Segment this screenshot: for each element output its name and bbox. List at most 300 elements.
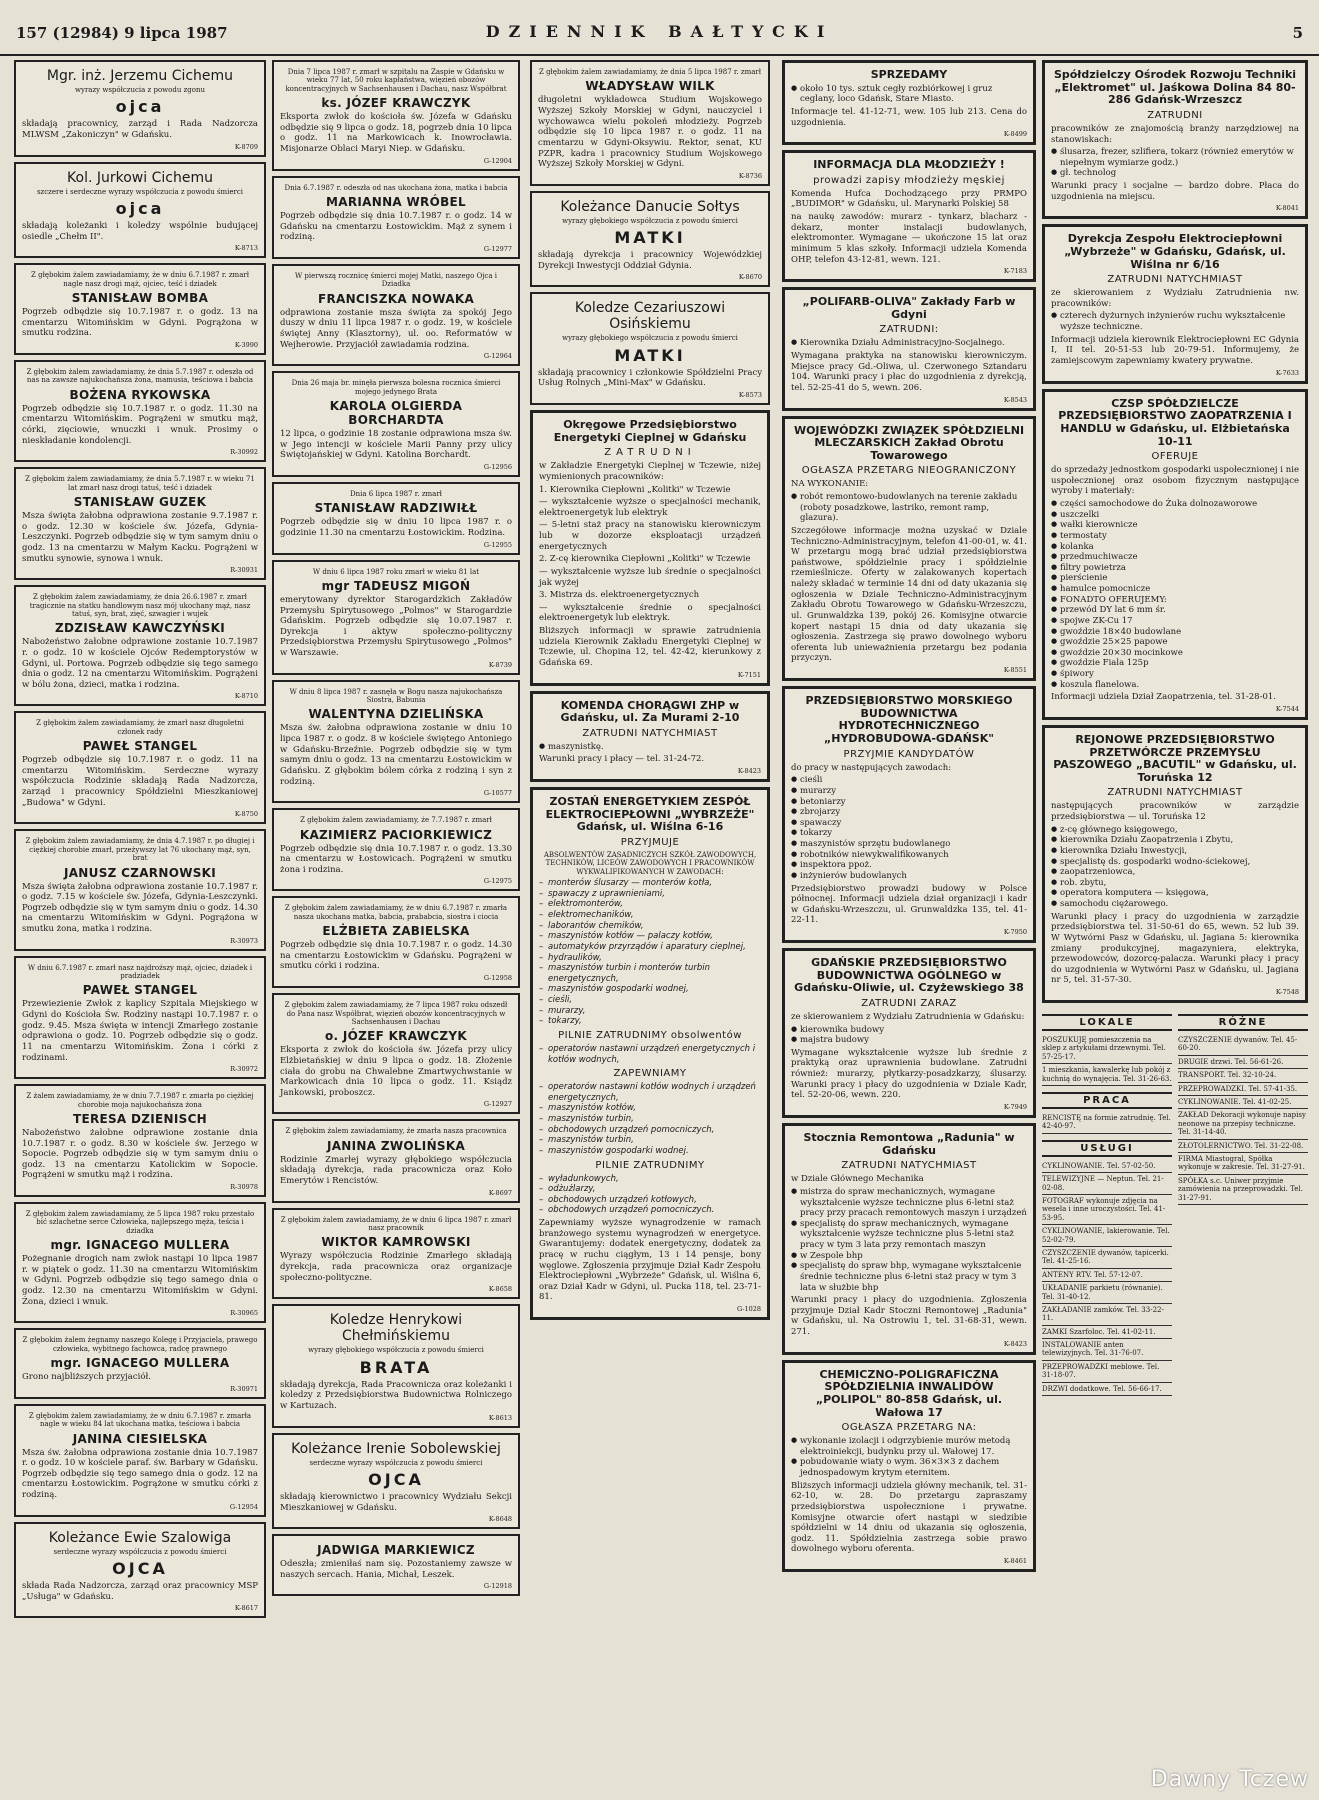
notice-box — [272, 1534, 520, 1596]
ad-item: – murarzy, — [539, 1006, 761, 1017]
notice-text: Nabożeństwo żałobne odprawione zostanie dnia 10.7.1987 r. o godz. 8.30 w kościele św. Jerzego w Sopocie. Pogrzeb odbędzie się w tym samym dniu o godz. 13 na cmentarzu Katolickim w Sopocie. Pogrążeni w smutku mąż i rodzina. — [22, 1127, 258, 1181]
notice-box — [14, 1202, 266, 1323]
ad-item: ● tokarzy — [791, 828, 1027, 839]
ad-body: Przedsiębiorstwo prowadzi budowy w Polsce północnej. Informacji udziela dział organizacji i kadr w Gdańsku-Wrzeszczu, ul. Grunwaldzka 135, tel. 41-22-11. — [791, 883, 1027, 926]
ad-code: K-8461 — [1003, 1557, 1027, 1566]
ad-action: OGŁASZA PRZETARG NIEOGRANICZONY — [801, 465, 1017, 477]
notice-code: G-12964 — [483, 352, 512, 361]
ad-items — [1051, 499, 1299, 690]
ad-action: prowadzi zapisy młodzieży męskiej — [813, 174, 1005, 186]
notice-box — [272, 264, 520, 366]
ad-item: ● w Zespole bhp — [791, 1251, 1027, 1262]
notice-heading: Koleżance Irenie Sobolewskiej — [291, 1440, 501, 1457]
notice-lead: W dniu 6 lipca 1987 roku zmarł w wieku 81 lat — [312, 567, 480, 576]
notice-name: FRANCISZKA NOWAKA — [317, 291, 475, 306]
notice-text: Wyrazy współczucia Rodzinie Zmarłego składają dyrekcja, rada pracownicza oraz organizacje społeczno-polityczne. — [280, 1251, 512, 1283]
ad-action: ZATRUDNI NATYCHMIAST — [1107, 274, 1243, 286]
ad-box — [782, 287, 1036, 410]
ad-intro: ze skierowaniem z Wydziału Zatrudnienia w Gdańsku: — [791, 1011, 1025, 1022]
notice-name: STANISŁAW RADZIWIŁŁ — [314, 501, 478, 516]
notice-code: G-12975 — [483, 877, 512, 886]
notice-code: K-8670 — [738, 273, 762, 282]
ad-title: Okręgowe Przedsiębiorstwo Energetyki Cieplnej w Gdańsku — [553, 418, 747, 444]
notice-code: R-30978 — [230, 1183, 258, 1192]
ad-item: – operatorów nastawni kotłów wodnych i urządzeń energetycznych, — [539, 1082, 761, 1103]
ad-item: ● specjalistę do spraw mechanicznych, wymagane wykształcenie wyższe techniczne plus 5-letni staż pracy w tym 3 lata przy remontach maszyn — [791, 1219, 1027, 1251]
classified-list — [1042, 1034, 1172, 1086]
ad-item: ● murarzy — [791, 786, 1027, 797]
classified-list — [1042, 1112, 1172, 1134]
notice-code: R-30931 — [230, 566, 258, 575]
notice-heading: Koledze Cezariuszowi Osińskiemu — [574, 300, 726, 333]
ad-item: – obchodowych urządzeń kotłowych, — [539, 1195, 761, 1206]
ad-item: – obchodowych urządzeń pomocniczych, — [539, 1125, 761, 1136]
classified-ad: ZAKŁADANIE zamków. Tel. 33-22-11. — [1042, 1304, 1172, 1326]
notice-code: G-10577 — [483, 789, 512, 798]
notice-text: składają koleżanki i koledzy wspólnie budującej osiedle „Chełm II". — [22, 221, 258, 242]
notice-lead: Z głębokim żalem zawiadamiamy, że dnia 5 lipca 1987 r. zmarł — [538, 68, 762, 76]
notice-code: G-12977 — [483, 244, 512, 253]
ad-item: – monterów ślusarzy — monterów kotła, — [539, 878, 761, 889]
column-ads-1 — [782, 60, 1036, 1760]
notice-relation: MATKI — [614, 345, 686, 365]
ad-item: ● pobudowanie wiaty o wym. 36×3×3 z dachem jednospadowym krytym eternitem. — [791, 1457, 1027, 1478]
ad-item: ● inżynierów budowlanych — [791, 871, 1027, 882]
notice-box — [272, 176, 520, 259]
notice-heading: Koleżance Ewie Szalowiga — [48, 1529, 232, 1546]
notice-name: WALENTYNA DZIELIŃSKA — [308, 707, 484, 722]
notice-text: Msza święta żałobna odprawiona zostanie 10.7.1987 r. o godz. 7.15 w kościele św. Józefa, Gdynia-Leszczynki. Pogrzeb odbędzie się w tym samym dniu o godz. 14.30 na cmentarzu Witomińskim w Gdyni. Pogrążona w smutku żona, matka i rodzina. — [22, 881, 258, 934]
notice-box — [272, 1208, 520, 1300]
classified-ad: ANTENY RTV. Tel. 57-12-07. — [1042, 1269, 1172, 1282]
ad-items — [1051, 311, 1299, 332]
ad-code: K-8551 — [1003, 666, 1027, 675]
notice-heading: Koleżance Danucie Sołtys — [560, 198, 740, 215]
ad-item: ● hamulce pomocnicze — [1051, 584, 1299, 595]
notice-text: Przewiezienie Zwłok z kaplicy Szpitala Miejskiego w Gdyni do Kościoła Św. Rodziny nastąpi 10.7.1987 r. o godz. 9.45. Msza święta w intencji Zmarłego zostanie odprawiona o godz. 10. Pogrzeb odbędzie się o godz. 11 na cmentarzu Witomińskim. Żona i córki z rodzinami. — [22, 999, 258, 1063]
ad-title: Spółdzielczy Ośrodek Rozwoju Techniki „Elektromet" ul. Jaśkowa Dolina 84 80-286 Gdańsk-Wrzeszcz — [1053, 68, 1297, 107]
ad-item: ● robót remontowo-budowlanych na terenie zakładu (roboty posadzkowe, lastriko, remont ramp, glazura). — [791, 492, 1027, 524]
notice-box — [272, 896, 520, 988]
notice-text: składają pracownicy i członkowie Spółdzielni Pracy Usług Rolnych „Mini-Max" w Gdańsku. — [538, 367, 762, 389]
ad-item: ● specjalistę do spraw bhp, wymagane wykształcenie średnie techniczne plus 6-letni staż pracy w tym 3 lata w służbie bhp — [791, 1261, 1027, 1293]
classified-ad: PRZEPROWADZKI meblowe. Tel. 31-18-07. — [1042, 1361, 1172, 1383]
ad-action: ZATRUDNI NATYCHMIAST — [841, 1160, 977, 1172]
notice-box — [14, 711, 266, 824]
notice-lead: Z głębokim żalem zawiadamiamy, że 7 lipca 1987 roku odszedł do Pana nasz Współbrat, więzień obozów koncentracyjnych w Sachsenhausen i Dachau — [284, 1001, 508, 1026]
notice-lead: szczere i serdeczne wyrazy współczucia z powodu śmierci — [36, 187, 244, 196]
ad-box — [782, 416, 1036, 682]
ad-item: ● FONADTO OFERUJEMY: — [1051, 595, 1299, 606]
ad-title: ZOSTAŃ ENERGETYKIEM ZESPÓŁ ELEKTROCIEPŁOWNI „WYBRZEŻE" Gdańsk, ul. Wiślna 6-16 — [545, 795, 755, 834]
watermark: Dawny Tczew — [1150, 1767, 1309, 1792]
notice-lead: Dnia 6 lipca 1987 r. zmarł — [350, 489, 442, 498]
notice-text: Nabożeństwo żałobne odprawione zostanie 10.7.1987 r. o godz. 10 w kościele Ojców Redemptorystów w Gdyni, ul. Portowa. Pogrzeb odbędzie się tego samego dnia o godz. 12 na cmentarzu Witomińskim. Pogrążeni w bólu żona, dzieci, matka i rodzina. — [22, 637, 258, 690]
ad-item: ● wykonanie izolacji i odgrzybienie murów metodą elektroiniekcji, budynku przy ul. Wałowej 17. — [791, 1436, 1027, 1457]
ad-title: REJONOWE PRZEDSIĘBIORSTWO PRZETWÓRCZE PRZEMYSŁU PASZOWEGO „BACUTIL" w Gdańsku, ul. Toruńska 12 — [1053, 732, 1297, 784]
notice-lead: wyrazy głębokiego współczucia z powodu śmierci — [562, 334, 738, 343]
notice-name: KAZIMIERZ PACIORKIEWICZ — [299, 827, 493, 842]
classified-ad: INSTALOWANIE anten telewizyjnych. Tel. 31-76-07. — [1042, 1339, 1172, 1361]
ad-item: ● około 10 tys. sztuk cegły rozbiórkowej i gruz ceglany, loco Gdańsk, Stare Miasto. — [791, 84, 1027, 105]
notice-box — [272, 560, 520, 675]
notice-lead: serdeczne wyrazy współczucia z powodu śmierci — [309, 1458, 483, 1467]
classified-list — [1042, 1160, 1172, 1396]
ad-item: ● zaopatrzeniowca, — [1051, 867, 1299, 878]
ad-item: – maszynistów turbin i monterów turbin energetycznych, — [539, 963, 761, 984]
notice-text: składają pracownicy, zarząd i Rada Nadzorcza MLWSM „Zakoniczyn" w Gdańsku. — [22, 119, 258, 141]
notice-name: ELŻBIETA ZABIELSKA — [322, 924, 470, 939]
ad-title: SPRZEDAMY — [870, 68, 948, 81]
classifieds — [1042, 1008, 1308, 1396]
notice-relation: BRATA — [359, 1357, 433, 1377]
ad-box — [782, 150, 1036, 282]
ad-code: K-8041 — [1275, 204, 1299, 213]
ad-contact: Informacje tel. 41-12-71, wew. 105 lub 213. Cena do uzgodnienia. — [791, 106, 1027, 128]
notice-lead: Z żalem zawiadamiamy, że w dniu 7.7.1987 r. zmarła po ciężkiej chorobie moja najukochańsza żona — [26, 1092, 254, 1109]
notice-name: STANISŁAW GUZEK — [73, 495, 207, 509]
ad-body: Warunki pracy i płacy do uzgodnienia. Zgłoszenia przyjmuje Dział Kadr Stoczni Remontowej „Radunia" w Gdańsku, ul. Na Ostrowiu 1, tel. 31-68-31, wewn. 271. — [791, 1295, 1027, 1337]
notice-heading: Kol. Jurkowi Cichemu — [67, 169, 213, 186]
notice-relation: OJCA — [368, 1469, 424, 1489]
ad-body: Szczegółowe informacje można uzyskać w Dziale Techniczno-Administracyjnym, telefon 41-00-01, w. 41. W przetargu mogą brać udział przedsiębiorstwa państwowe, spółdzielnie pracy i spółdzielnie rzemieślnicze. Oferty w zalakowanych kopertach należy składać w terminie 14 dni od daty ukazania się ogłoszenia w Dziale Techniczno-Administracyjnym Zakładu Obrotu Towarowego w Gdańsku-Wrzeszczu, ul. Grunwaldzka 139, pokój 26. Komisyjne otwarcie kopert nastąpi 15 dnia od daty ukazania się ogłoszenia. Zastrzega się prawo dowolnego wyboru oferenta lub unieważnienia przetargu bez podania przyczyn. — [791, 525, 1027, 664]
ad-intro: w Zakładzie Energetyki Cieplnej w Tczewie, niżej wymienionych pracowników: — [539, 461, 761, 482]
column-obituaries-1 — [14, 60, 266, 1760]
ad-items — [791, 84, 1027, 105]
ad-items — [791, 338, 1027, 349]
notice-code: R-30972 — [230, 1065, 258, 1074]
ad-action: ZATRUDNI NATYCHMIAST — [582, 727, 718, 739]
notice-lead: Z głębokim żalem zawiadamiamy, że w dniu 6.7.1987 r. zmarł nagle nasz drogi mąż, ojciec, teść i dziadek — [31, 271, 249, 288]
notice-name: mgr. IGNACEGO MULLERA — [50, 1238, 230, 1253]
ad-box — [1042, 60, 1308, 219]
ad-action: ZATRUDNI ZARAZ — [861, 997, 957, 1009]
ad-item: ● czterech dyżurnych inżynierów ruchu wykształcenie wyższe techniczne. — [1051, 311, 1299, 332]
ad-item: ● kierownika Działu Inwestycji, — [1051, 846, 1299, 857]
classified-ad: POSZUKUJĘ pomieszczenia na sklep z artykułami drzewnymi. Tel. 57-25-17. — [1042, 1034, 1172, 1064]
notice-text: składają kierownictwo i pracownicy Wydziału Sekcji Mieszkaniowej w Gdańsku. — [280, 1491, 512, 1513]
ad-zhp — [530, 691, 770, 783]
ad-code: K-8423 — [737, 767, 761, 776]
classified-ad: CZYSZCZENIE dywanów, tapicerki. Tel. 41-25-16. — [1042, 1247, 1172, 1269]
ad-items — [1051, 825, 1299, 910]
ad-box — [1042, 224, 1308, 383]
ad-action: OFERUJE — [1151, 451, 1199, 463]
ad-intro: następujących pracowników w zarządzie przedsiębiorstwa — ul. Toruńska 12 — [1051, 801, 1299, 823]
notice-box — [14, 360, 266, 462]
ad-items — [791, 1025, 1027, 1046]
notice-lead: Z głębokim żalem zawiadamiamy, że w dniu 6 lipca 1987 r. zmarł nasz pracownik — [280, 1215, 512, 1233]
notice-box — [530, 60, 770, 186]
notice-relation: ojca — [115, 97, 165, 117]
ad-item: – maszynistów kotłów — palaczy kotłów, — [539, 931, 761, 942]
notice-text: Pogrzeb odbędzie się 10.7.1987 r. o godz. 11.30 na cmentarzu Witomińskim. Pogrążeni w smutku mąż, córki, zięciowie, wnuczki i wnuk. Prosimy o nieskładanie kondolencji. — [22, 403, 258, 446]
ad-item: ● koszula flanelowa. — [1051, 680, 1299, 691]
notice-text: emerytowany dyrektor Starogardzkich Zakładów Przemysłu Spirytusowego „Polmos" w Starogardzie Gdańskim. Pogrzeb odbędzie się 10.07.1987 r. Dyrekcja i aktyw społeczno-polityczny Przedsiębiorstwa Przemysłu Spirytusowego „Polmos" w Warszawie. — [280, 594, 512, 659]
ad-intro: NA WYKONANIE: — [791, 479, 869, 490]
ad-intro: ABSOLWENTÓW ZASADNICZYCH SZKÓŁ ZAWODOWYCH, TECHNIKÓW, LICEÓW ZAWODOWYCH I PRACOWNIKÓW WYKWALIFIKOWANYCH W ZAWODACH: — [543, 851, 757, 876]
classified-ad: TELEWIZYJNE — Neptun. Tel. 21-02-08. — [1042, 1173, 1172, 1195]
notice-box — [272, 1433, 520, 1530]
notice-lead: W dniu 6.7.1987 r. zmarł nasz najdroższy mąż, ojciec, dziadek i pradziadek — [27, 963, 253, 981]
ad-item: – maszynistów gospodarki wodnej. — [539, 1146, 761, 1157]
notice-text: Pogrzeb odbędzie się dnia 10.7.1987 r. o godz. 14 w Gdańsku na cmentarzu Łostowickim. Mąż z synem i rodziną. — [280, 211, 512, 243]
ad-item: – elektromechaników, — [539, 910, 761, 921]
notice-name: mgr. IGNACEGO MULLERA — [50, 1356, 230, 1371]
ad-items — [539, 1082, 761, 1156]
ad-box — [1042, 725, 1308, 1003]
classified-ad: CYKLINOWANIE. Tel. 57-02-50. — [1042, 1160, 1172, 1173]
notice-name: ZDZISŁAW KAWCZYŃSKI — [55, 621, 225, 636]
ad-code: K-7544 — [1275, 704, 1299, 713]
ad-items — [539, 878, 761, 1027]
ad-title: INFORMACJA DLA MŁODZIEŻY ! — [813, 158, 1005, 172]
ad-code: G-1028 — [736, 1305, 761, 1314]
notice-code: K-8573 — [738, 391, 762, 400]
notice-name: MARIANNA WRÓBEL — [326, 195, 466, 210]
ad-intro: pracowników ze znajomością branży narzędziowej na stanowiskach: — [1051, 123, 1299, 145]
ad-action: ZATRUDNI — [604, 447, 696, 459]
ad-box — [782, 1360, 1036, 1572]
ad-intro: ze skierowaniem z Wydziału Zatrudnienia nw. pracowników: — [1051, 288, 1299, 309]
ad-body: Informacji udziela kierownik Elektrociepłowni EC Gdynia I, II tel. 20-51-53 lub 20-79-51. Informujemy, że zamiejscowym zapewniamy kwatery prywatne. — [1051, 334, 1299, 366]
ad-body: Wymagane wykształcenie wyższe lub średnie z praktyką oraz uprawnienia budowlane. Zatrudni również: murarzy, płytkarzy-posadzkarzy, ślusarzy. Warunki pracy i płacy do uzgodnienia w Dziale Kadr, tel. 52-20-06, wewn. 220. — [791, 1047, 1027, 1101]
notice-text: Pogrzeb odbędzie się 10.7.1987 r. o godz. 11 na cmentarzu Witomińskim. Serdeczne wyrazy współczucia Rodzinie składają Rada Nadzorcza, zarząd i pracownicy Spółdzielni Mieszkaniowej „Budowa" w Gdyni. — [22, 755, 258, 808]
ad-item: ● kierownika budowy — [791, 1025, 1027, 1036]
notice-code: K-8617 — [234, 1604, 258, 1613]
ad-code: K-7633 — [1275, 368, 1299, 377]
ad-item: ● uszczelki — [1051, 510, 1299, 521]
notice-code: K-8648 — [488, 1515, 512, 1524]
notice-text: Pożegnanie drogich nam zwłok nastąpi 10 lipca 1987 r. w piątek o godz. 11.30 na cmentarzu Witomińskim w Gdyni. Pogrzeb odbędzie się tego samego dnia o godz. 12.30 na cmentarzu Witomińskim w Gdyni. Żona, dzieci i wnuk. — [22, 1254, 258, 1307]
classified-heading-praca: PRACA — [1042, 1092, 1172, 1109]
notice-text: Rodzinie Zmarłej wyrazy głębokiego współczucia składają dyrekcja, rada pracownicza oraz Koło Emerytów i Rencistów. — [280, 1154, 512, 1187]
notice-box — [14, 956, 266, 1080]
notice-text: Odeszła; zmieniłaś nam się. Pozostaniemy zawsze w naszych sercach. Hania, Michał, Leszek. — [280, 1559, 512, 1580]
ad-item: 1. Kierownika Ciepłowni „Kolitki" w Tczewie — [539, 484, 731, 495]
notice-lead: serdeczne wyrazy współczucia z powodu śmierci — [53, 1547, 227, 1556]
ad-intro: do sprzedaży jednostkom gospodarki uspołecznionej i nie uspołecznionej oraz osobom fizycznym następujące wyroby i materiały: — [1051, 465, 1299, 497]
notice-name: o. JÓZEF KRAWCZYK — [324, 1029, 468, 1044]
notice-box — [272, 371, 520, 477]
classified-ad: FIRMA Miastogral, Spółka wykonuje w zakresie. Tel. 31-27-91. — [1178, 1153, 1308, 1175]
notice-lead: Z głębokim żalem zawiadamiamy, że zmarła nasza pracownica — [285, 1127, 507, 1136]
classified-ad: SPÓŁKA s.c. Uniwer przyjmie zamówienia na przeprowadzki. Tel. 31-27-91. — [1178, 1175, 1308, 1205]
classified-ad: CYKLINOWANIE. Tel. 41-02-25. — [1178, 1096, 1308, 1109]
notice-box — [14, 162, 266, 259]
ad-item: ● majstra budowy — [791, 1035, 1027, 1046]
notice-lead: wyrazy współczucia z powodu zgonu — [75, 86, 205, 94]
notice-code: R-30965 — [230, 1309, 258, 1318]
classified-heading-uslugi: USŁUGI — [1042, 1140, 1172, 1157]
column-obituaries-2 — [272, 60, 520, 1760]
ad-item: ● gwoździe 25×25 papowe — [1051, 637, 1299, 648]
notice-code: K-8713 — [234, 244, 258, 253]
notice-name: mgr TADEUSZ MIGOŃ — [321, 578, 471, 593]
ad-body: Bliższych informacji udziela główny mechanik, tel. 31-62-10, w. 28. Do przetargu zapraszamy przedsiębiorstwa uspołecznione i prywatne. Komisyjne otwarcie ofert nastąpi w siedzibie spółdzielni w 14 dniu od ukazania się ogłoszenia, godz. 11. Spółdzielnia zastrzega sobie prawo dowolnego wyboru oferenta. — [791, 1480, 1027, 1555]
ad-code: K-7548 — [1275, 988, 1299, 997]
ad-item: ● pierścienie — [1051, 573, 1299, 584]
notice-name: WŁADYSŁAW WILK — [585, 79, 715, 94]
ad-item: ● betoniarzy — [791, 797, 1027, 808]
notice-heading: Mgr. inż. Jerzemu Cichemu — [46, 68, 234, 84]
column-ads-2 — [1042, 60, 1308, 1760]
notice-box — [14, 60, 266, 157]
notice-lead: Z głębokim żalem zawiadamiamy, że dnia 5.7.1987 r. w wieku 71 lat zmarł nasz drogi tatuś, teść i dziadek — [25, 475, 255, 492]
notice-name: WIKTOR KAMROWSKI — [321, 1235, 471, 1250]
classified-ad: 1 mieszkania, kawalerkę lub pokój z kuchnią do wynajęcia. Tel. 31-26-63. — [1042, 1064, 1172, 1086]
notice-text: Eksporta zwłok do kościoła św. Józefa w Gdańsku odbędzie się 9 lipca o godz. 18, pogrzeb dnia 10 lipca o godz. 11 na Markowicach k. Inowrocławia. Misjonarze Oblaci Maryi Niep. w Gdańsku. — [280, 112, 512, 155]
classified-ad: FOTOGRAF wykonuje zdjęcia na wesela i inne uroczystości. Tel. 41-53-95. — [1042, 1195, 1172, 1225]
classifieds-left — [1042, 1008, 1172, 1396]
ad-item: – tokarzy, — [539, 1016, 761, 1027]
notice-box — [14, 263, 266, 355]
notice-code: G-12958 — [483, 974, 512, 983]
notice-lead: Z głębokim żalem zawiadamiamy, że 5 lipca 1987 roku przestało bić szlachetne serce Człowieka, najlepszego męża, teścia i dziadka — [25, 1210, 255, 1235]
classified-ad: DRZWI dodatkowe. Tel. 56-66-17. — [1042, 1383, 1172, 1396]
ad-action: ZATRUDNI: — [879, 324, 939, 336]
notice-text: Pogrzeb odbędzie się w dniu 10 lipca 1987 r. o godzinie 11.30 na cmentarzu Łostowickim. Rodzina. — [280, 517, 512, 538]
notice-code: K-3990 — [234, 340, 258, 349]
notice-relation: MATKI — [614, 228, 686, 248]
notice-lead: Z głębokim żalem zawiadamiamy, że dnia 5.7.1987 r. odeszła od nas na zawsze najukochańsza żona, mamusia, teściowa i babcia — [26, 367, 254, 385]
classified-ad: PRZEPROWADZKI. Tel. 57-41-35. — [1178, 1083, 1308, 1096]
classified-ad: CYKLINOWANIE, lakierowanie. Tel. 52-02-79. — [1042, 1225, 1172, 1247]
notice-name: JANINA ZWOLIŃSKA — [326, 1138, 466, 1153]
notice-lead: Z głębokim żalem zawiadamiamy, że dnia 26.6.1987 r. zmarł tragicznie na statku handlowym nasz mój ukochany mąż, nasz tatuś, syn, brat, zięć, szwagier i wujek — [29, 593, 251, 618]
notice-box — [272, 808, 520, 891]
ad-box — [782, 1123, 1036, 1355]
notice-box — [14, 585, 266, 706]
notice-name: JANINA CIESIELSKA — [72, 1431, 208, 1446]
ad-item: ● maszynistkę. — [539, 742, 761, 753]
page-number: 5 — [1292, 24, 1303, 42]
ad-code: K-7183 — [1003, 267, 1027, 276]
ad-body: Warunki pracy i socjalne — bardzo dobre. Płaca do uzgodnienia na miejscu. — [1051, 181, 1299, 202]
notice-code: G-12954 — [229, 1502, 258, 1511]
notice-name: STANISŁAW BOMBA — [71, 291, 209, 306]
ad-action: PRZYJMIE KANDYDATÓW — [843, 748, 975, 760]
ad-item: ● ślusarza, frezer, szlifiera, tokarz (również emerytów w niepełnym wymiarze godz.) — [1051, 147, 1299, 168]
ad-action: ZATRUDNI — [1147, 109, 1203, 121]
notice-code: K-8739 — [488, 660, 512, 669]
notice-name: PAWEŁ STANGEL — [82, 739, 198, 754]
notice-text: Pogrzeb odbędzie się 10.7.1987 r. o godz. 13 na cmentarzu Witomińskim w Gdyni. Pogrążona w smutku rodzina. — [22, 307, 258, 339]
ad-item: ● kolanka — [1051, 542, 1299, 553]
ad-code: K-8543 — [1003, 395, 1027, 404]
notice-code: K-8658 — [488, 1285, 512, 1294]
notice-box — [272, 482, 520, 555]
notice-name: JANUSZ CZARNOWSKI — [63, 865, 217, 880]
ad-body: Wymagana praktyka na stanowisku kierowniczym. Miejsce pracy Gd.-Oliwa, ul. Czerwonego Sztandaru 104. Warunki pracy i płac do uzgodnienia z dyrekcją, tel. 52-25-41 do 5, wewn. 206. — [791, 351, 1027, 393]
ad-item: ● gwoździe 18×40 budowlane — [1051, 627, 1299, 638]
ad-item: — wykształcenie wyższe o specjalności mechanik, elektroenergetyk lub elektryk — [539, 497, 761, 518]
ad-item: – obchodowych urządzeń pomocniczych. — [539, 1205, 761, 1216]
classified-heading-rozne: RÓŻNE — [1178, 1014, 1308, 1031]
notice-lead: Z głębokim żalem żegnamy naszego Kolegę i Przyjaciela, prawego człowieka, wybitnego fachowca, radcę prawnego — [22, 1336, 258, 1353]
notice-code: K-8697 — [488, 1188, 512, 1197]
ad-contact: Bliższych informacji w sprawie zatrudnienia udziela Kierownik Zakładu Energetyki Cieplnej w Tczewie, ul. Chopina 12, tel. 42-42, kierunkowy z Gdańska 69. — [539, 626, 761, 668]
ad-code: K-8499 — [1003, 130, 1027, 139]
ad-item: – operatorów nastawni urządzeń energetycznych i kotłów wodnych, — [539, 1044, 761, 1065]
notice-text: Pogrzeb odbędzie się dnia 10.7.1987 r. o godz. 13.30 na cmentarzu w Łostowicach. Pogrążeni w smutku żona i rodzina. — [280, 843, 512, 875]
notice-box — [14, 829, 266, 950]
ad-item: ● samochodu ciężarowego. — [1051, 899, 1299, 910]
notice-name: JADWIGA MARKIEWICZ — [317, 1543, 475, 1558]
classified-list — [1178, 1034, 1308, 1205]
ad-item: ● specjalistę ds. gospodarki wodno-ściekowej, — [1051, 857, 1299, 868]
ad-item: 3. Mistrza ds. elektroenergetycznych — [539, 590, 700, 601]
column-mixed — [530, 60, 770, 1760]
ad-title: „POLIFARB-OLIVA" Zakłady Farb w Gdyni — [802, 295, 1016, 321]
ad-item: ● filtry powietrza — [1051, 563, 1299, 574]
ad-item: ● spawaczy — [791, 818, 1027, 829]
notice-text: odprawiona zostanie msza święta za spokój Jego duszy w dniu 11 lipca 1987 r. o godz. 19, w kościele świętej Anny (Klasztorny), ul. oo. Reformatów w Wejherowie. Przyjaciół zawiadamia rodzina. — [280, 307, 512, 350]
notice-text: długoletni wykładowca Studium Wojskowego Wyższej Szkoły Morskiej w Gdyni, nauczyciel i wychowawca wielu pokoleń młodzieży. Pogrzeb odbędzie się 10 lipca 1987 r. o godz. 11 na cmentarzu w Gdyni-Oksywiu. Rektor, senat, KU PZPR, kadra i pracownicy Studium Wojskowego Wyższej Szkoły Morskiej w Gdyni. — [538, 95, 762, 170]
ad-body: Zapewniamy wyższe wynagrodzenie w ramach branżowego systemu wynagrodzeń w energetyce. Gwarantujemy: dodatek energetyczny, dodatek za pracę w ruchu ciągłym, 13 i 14 pensje, bony węglowe. Zgłoszenia przyjmuje Dział Kadr Zespołu Elektrociepłowni „Wybrzeże" Gdańsk, ul. Wiślna 6, oraz Dział Kadr w Gdyni, ul. Pucka 118, tel. 23-71-81. — [539, 1218, 761, 1303]
notice-box — [14, 467, 266, 580]
ad-energetyka-cieplna — [530, 410, 770, 686]
ad-item: ● robotników niewykwalifikowanych — [791, 850, 1027, 861]
notice-text: składa Rada Nadzorcza, zarząd oraz pracownicy MSP „Usługa" w Gdańsku. — [22, 1581, 258, 1602]
ad-intro: w Dziale Głównego Mechanika — [791, 1174, 924, 1185]
ad-item: ● kierownika Działu Zaopatrzenia i Zbytu, — [1051, 835, 1299, 846]
ad-item: — wykształcenie średnie o specjalności elektroenergetyk lub elektryk. — [539, 602, 761, 624]
notice-code: K-8613 — [488, 1413, 512, 1422]
ad-item: – maszynistów turbin, — [539, 1114, 761, 1125]
ad-item: – spawaczy z uprawnieniami, — [539, 889, 761, 900]
classified-ad: ZŁOTOLERNICTWO. Tel. 31-22-08. — [1178, 1140, 1308, 1153]
classified-ad: RENCISTĘ na formie zatrudnię. Tel. 42-40-97. — [1042, 1112, 1172, 1134]
ad-body: Warunki płacy i pracy do uzgodnienia w zarządzie przedsiębiorstwa tel. 31-50-61 do 65, wewn. 52 lub 39. W Wytwórni Pasz w Gdańsku, ul. Jagiana 5: kierownika zmiany produkcyjnej, magazyniera, elektryka, przewodowców, dozorcę-palacza. Warunki płacy i pracy do uzgodnienia w Wytwórni Pasz w Gdańsku, ul. Jagiana nr 5, tel. 31-57-30. — [1051, 911, 1299, 986]
notice-box — [272, 60, 520, 171]
ad-title: GDAŃSKIE PRZEDSIĘBIORSTWO BUDOWNICTWA OGÓLNEGO w Gdańsku-Oliwie, ul. Czyżewskiego 38 — [794, 956, 1024, 995]
ad-code: K-8423 — [1003, 1339, 1027, 1348]
ad-title: Stocznia Remontowa „Radunia" w Gdańsku — [803, 1130, 1015, 1157]
ad-code: K-7950 — [1003, 928, 1027, 937]
notice-box — [272, 1304, 520, 1427]
notice-box — [530, 292, 770, 405]
ad-item: 2. Z-cę kierownika Ciepłowni „Kolitki" w Tczewie — [539, 554, 751, 565]
ad-item: ● przedmuchiwacze — [1051, 552, 1299, 563]
ad-box — [782, 686, 1036, 943]
ad-item: ● mistrza do spraw mechanicznych, wymagane wykształcenie wyższe techniczne plus 6-letni staż pracy przy pracach remontowych maszyn i urządzeń — [791, 1187, 1027, 1219]
notice-heading: Koledze Henrykowi Chełmińskiemu — [329, 1312, 463, 1345]
notice-text: Msza św. żałobna odprawiona zostanie w dniu 10 lipca 1987 r. o godz. 8 w kościele świętego Antoniego w Gdańsku-Brzeźnie. Pogrzeb odbędzie się w tym samym dniu o godz. 13 na cmentarzu Łostowickim w Gdańsku. Z głębokim bólem córka z rodziną i syn z rodziną. — [280, 723, 512, 787]
ad-code: K-7151 — [737, 670, 761, 679]
ad-item: – laborantów chemików, — [539, 921, 761, 932]
ad-item: – maszynistów turbin, — [539, 1135, 761, 1146]
ad-item: ● cieśli — [791, 775, 1027, 786]
ad-item: – odżużlarzy, — [539, 1184, 761, 1195]
classified-heading-lokale: LOKALE — [1042, 1014, 1172, 1031]
notice-lead: Z głębokim żalem zawiadamiamy, że w dniu 6.7.1987 r. zmarła nasza ukochana matka, babcia, prababcia, siostra i ciocia — [284, 904, 508, 921]
notice-lead: Z głębokim żalem zawiadamiamy, że dnia 4.7.1987 r. po długiej i ciężkiej chorobie zmarł, przeżywszy lat 76 ukochany mąż, syn, brat — [25, 837, 255, 863]
ad-item: ● przewód DY lat 6 mm śr. — [1051, 605, 1299, 616]
notice-text: Eksporta z zwłok do kościoła św. Józefa przy ulicy Elżbietańskiej w dniu 9 lipca o godz. 18. Złożenie ciała do grobu na Chwalebne Zmartwychwstanie w Markowicach dnia 10 lipca o godz. 11. Ksiądz Jankowski, proboszcz. — [280, 1045, 512, 1098]
ad-item: ● spojwe ZK-Cu 17 — [1051, 616, 1299, 627]
notice-lead: W pierwszą rocznicę śmierci mojej Matki, naszego Ojca i Dziadka — [295, 271, 497, 289]
ad-item: ● Kierownika Działu Administracyjno-Socjalnego. — [791, 338, 1027, 349]
ad-box — [1042, 389, 1308, 720]
ad-items — [791, 492, 1027, 524]
ad-item: ● gwoździe 20×30 mocinkowe — [1051, 648, 1299, 659]
ad-action: PRZYJMUJE — [620, 837, 680, 849]
ad-title: CZSP SPÓŁDZIELCZE PRZEDSIĘBIORSTWO ZAOPATRZENIA I HANDLU w Gdańsku, ul. Elżbietańska 10-11 — [1058, 396, 1292, 448]
ad-item: – cieśli, — [539, 995, 761, 1006]
notice-relation: ojca — [115, 199, 165, 219]
notice-code: K-8750 — [234, 810, 258, 819]
